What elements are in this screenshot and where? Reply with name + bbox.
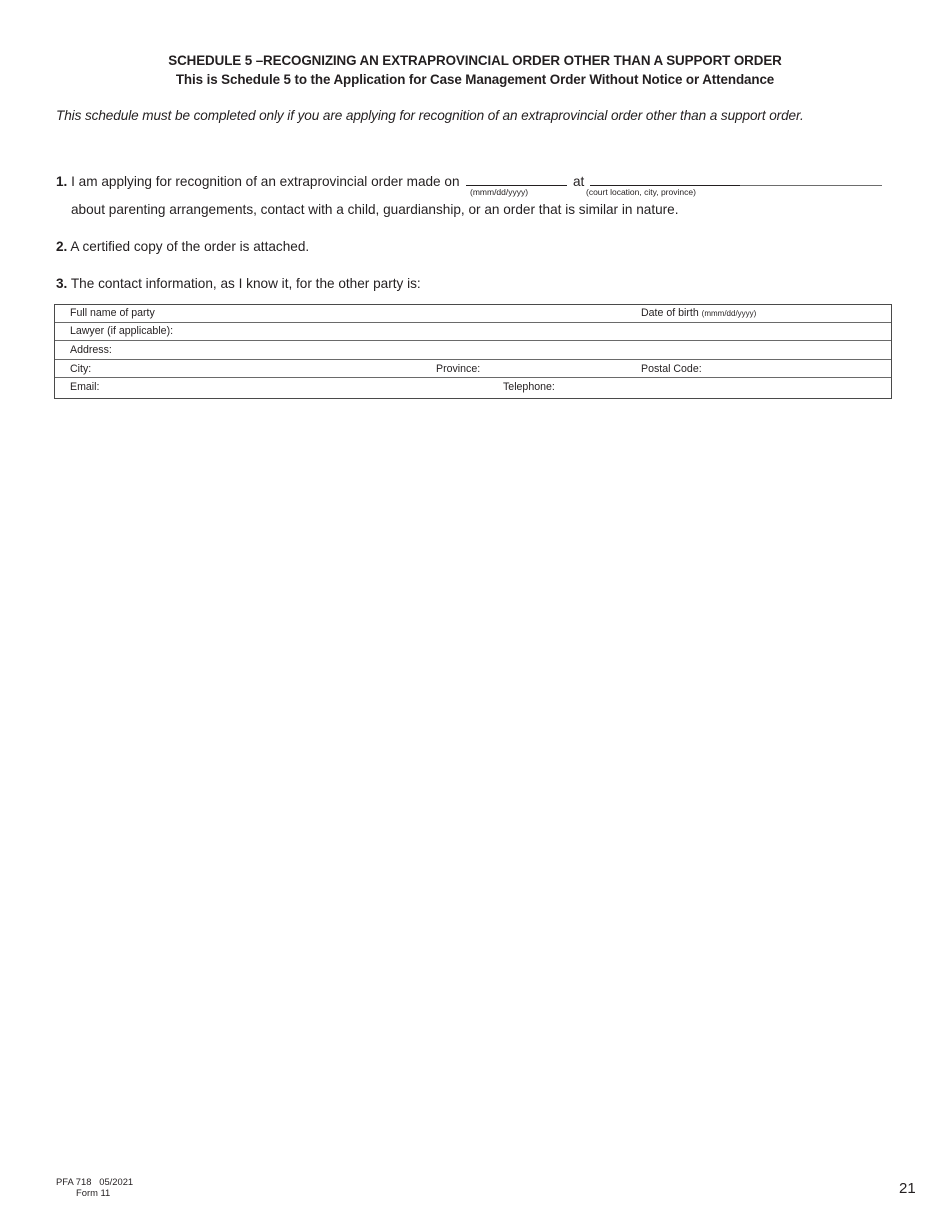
item-1 xyxy=(56,174,460,189)
court-location-field-extension[interactable] xyxy=(740,185,882,186)
row-email xyxy=(55,378,891,399)
order-date-hint: (mmm/dd/yyyy) xyxy=(470,187,529,197)
date-of-birth-field[interactable] xyxy=(641,307,756,319)
order-date-field[interactable] xyxy=(466,185,567,186)
court-location-field[interactable] xyxy=(590,185,740,186)
item-2-text: A certified copy of the order is attached. xyxy=(70,239,310,254)
email-label: Email: xyxy=(70,381,100,393)
at-label: at xyxy=(573,174,585,189)
date-of-birth-hint: (mmm/dd/yyyy) xyxy=(701,309,757,318)
row-lawyer xyxy=(55,323,891,341)
lawyer-label: Lawyer (if applicable): xyxy=(70,325,174,337)
address-field[interactable] xyxy=(70,344,112,356)
lawyer-field[interactable] xyxy=(70,325,173,337)
telephone-label: Telephone: xyxy=(503,381,555,393)
telephone-field[interactable] xyxy=(503,381,555,393)
item-1-number: 1. xyxy=(56,174,68,189)
email-field[interactable] xyxy=(70,381,99,393)
item-3-number: 3. xyxy=(56,276,68,291)
row-address xyxy=(55,341,891,360)
province-label: Province: xyxy=(436,363,481,375)
contact-info-table xyxy=(54,304,892,399)
city-label: City: xyxy=(70,363,92,375)
item-2-number: 2. xyxy=(56,239,68,254)
province-field[interactable] xyxy=(436,363,480,375)
postal-code-field[interactable] xyxy=(641,363,702,375)
item-1-continuation: about parenting arrangements, contact with a child, guardianship, or an order that is similar in nature. xyxy=(71,202,679,217)
schedule-title: SCHEDULE 5 –RECOGNIZING AN EXTRAPROVINCIAL ORDER OTHER THAN A SUPPORT ORDER xyxy=(168,53,782,68)
full-name-label: Full name of party xyxy=(70,307,155,319)
schedule-subtitle: This is Schedule 5 to the Application for Case Management Order Without Notice or Attendance xyxy=(175,72,775,87)
item-1-text: I am applying for recognition of an extraprovincial order made on xyxy=(71,174,460,189)
form-name: Form 11 xyxy=(76,1187,111,1198)
full-name-field[interactable] xyxy=(70,307,155,319)
court-location-hint: (court location, city, province) xyxy=(586,187,696,197)
row-full-name xyxy=(55,305,891,323)
page-number: 21 xyxy=(899,1180,916,1197)
schedule-instructions: This schedule must be completed only if you are applying for recognition of an extraprovincial order other than a support order. xyxy=(56,108,804,123)
address-label: Address: xyxy=(70,344,112,356)
item-3 xyxy=(56,276,421,291)
form-code: PFA 718 05/2021 xyxy=(56,1176,134,1187)
item-2 xyxy=(56,239,309,254)
item-3-text: The contact information, as I know it, for the other party is: xyxy=(70,276,421,291)
row-city xyxy=(55,360,891,378)
postal-code-label: Postal Code: xyxy=(641,363,702,375)
city-field[interactable] xyxy=(70,363,91,375)
date-of-birth-label: Date of birth xyxy=(641,307,699,319)
